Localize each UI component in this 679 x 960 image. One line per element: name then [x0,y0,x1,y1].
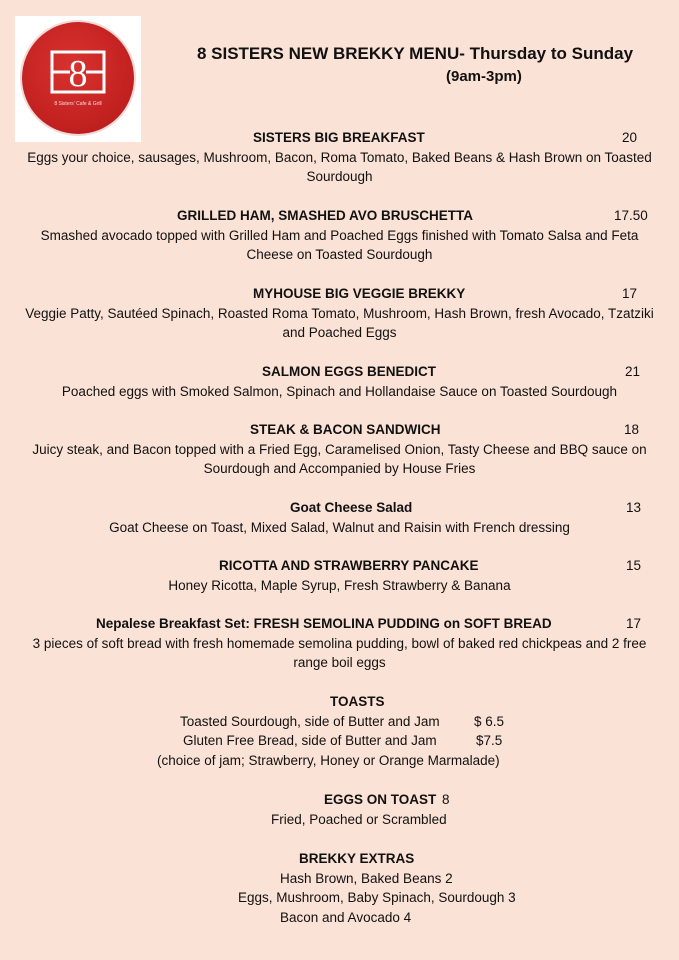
toast-price: $7.5 [476,733,503,748]
item-name: SALMON EGGS BENEDICT [262,364,437,379]
item-price: 21 [625,364,641,379]
item-description: 3 pieces of soft bread with fresh homemade semolina pudding, bowl of baked red chickpeas and 2 free range boil eggs [32,635,647,670]
item-name: SISTERS BIG BREAKFAST [253,130,425,145]
item-description: Honey Ricotta, Maple Syrup, Fresh Strawberry & Banana [168,577,511,593]
logo-tagline: 8 Sisters' Cafe & Grill [54,101,102,107]
item-description: Veggie Patty, Sautéed Spinach, Roasted Roma Tomato, Mushroom, Hash Brown, fresh Avocado, Tzatziki and Poached Eggs [25,305,654,340]
menu-title: 8 SISTERS NEW BREKKY MENU- Thursday to Sunday [196,44,634,63]
item-name: STEAK & BACON SANDWICH [250,422,441,437]
toast-option: Toasted Sourdough, side of Butter and Jam [180,713,440,729]
item-description: Juicy steak, and Bacon topped with a Fried Egg, Caramelised Onion, Tasty Cheese and BBQ sauce on Sourdough and Accompanied by House Fries [32,441,647,476]
menu-hours: (9am-3pm) [446,68,522,85]
eggs-on-toast-description: Fried, Poached or Scrambled [271,811,447,827]
item-description: Eggs your choice, sausages, Mushroom, Bacon, Roma Tomato, Baked Beans & Hash Brown on Toasted Sourdough [27,149,652,184]
svg-text:8: 8 [68,53,88,94]
extras-heading: BREKKY EXTRAS [299,851,415,866]
toasts-heading: TOASTS [330,694,385,709]
toasts-note: (choice of jam; Strawberry, Honey or Orange Marmalade) [157,752,500,768]
item-description: Poached eggs with Smoked Salmon, Spinach and Hollandaise Sauce on Toasted Sourdough [61,383,618,399]
toast-option: Gluten Free Bread, side of Butter and Jam [183,733,437,748]
logo-8-icon [50,50,106,94]
logo [15,16,141,142]
item-name: RICOTTA AND STRAWBERRY PANCAKE [219,558,479,573]
extras-line: Eggs, Mushroom, Baby Spinach, Sourdough 3 [238,890,516,905]
item-description: Smashed avocado topped with Grilled Ham and Poached Eggs finished with Tomato Salsa and Feta Cheese on Toasted Sourdough [40,227,639,262]
extras-line: Bacon and Avocado 4 [280,909,412,925]
item-description: Goat Cheese on Toast, Mixed Salad, Walnut and Raisin with French dressing [109,519,570,535]
eggs-on-toast-heading: EGGS ON TOAST [324,792,437,807]
item-name: MYHOUSE BIG VEGGIE BREKKY [253,286,466,301]
toast-price: $ 6.5 [474,713,505,729]
item-price: 17 [622,286,638,301]
item-price: 18 [624,422,640,437]
item-price: 15 [626,558,642,573]
item-price: 20 [622,130,638,145]
item-name: GRILLED HAM, SMASHED AVO BRUSCHETTA [177,208,473,223]
item-name: Goat Cheese Salad [290,500,413,515]
logo-badge [22,22,134,134]
item-price: 13 [626,500,642,515]
extras-line: Hash Brown, Baked Beans 2 [280,870,453,886]
item-price: 17.50 [614,208,648,223]
eggs-on-toast-price: 8 [442,792,450,807]
item-name: Nepalese Breakfast Set: FRESH SEMOLINA PUDDING on SOFT BREAD [96,616,552,631]
item-price: 17 [626,616,642,631]
